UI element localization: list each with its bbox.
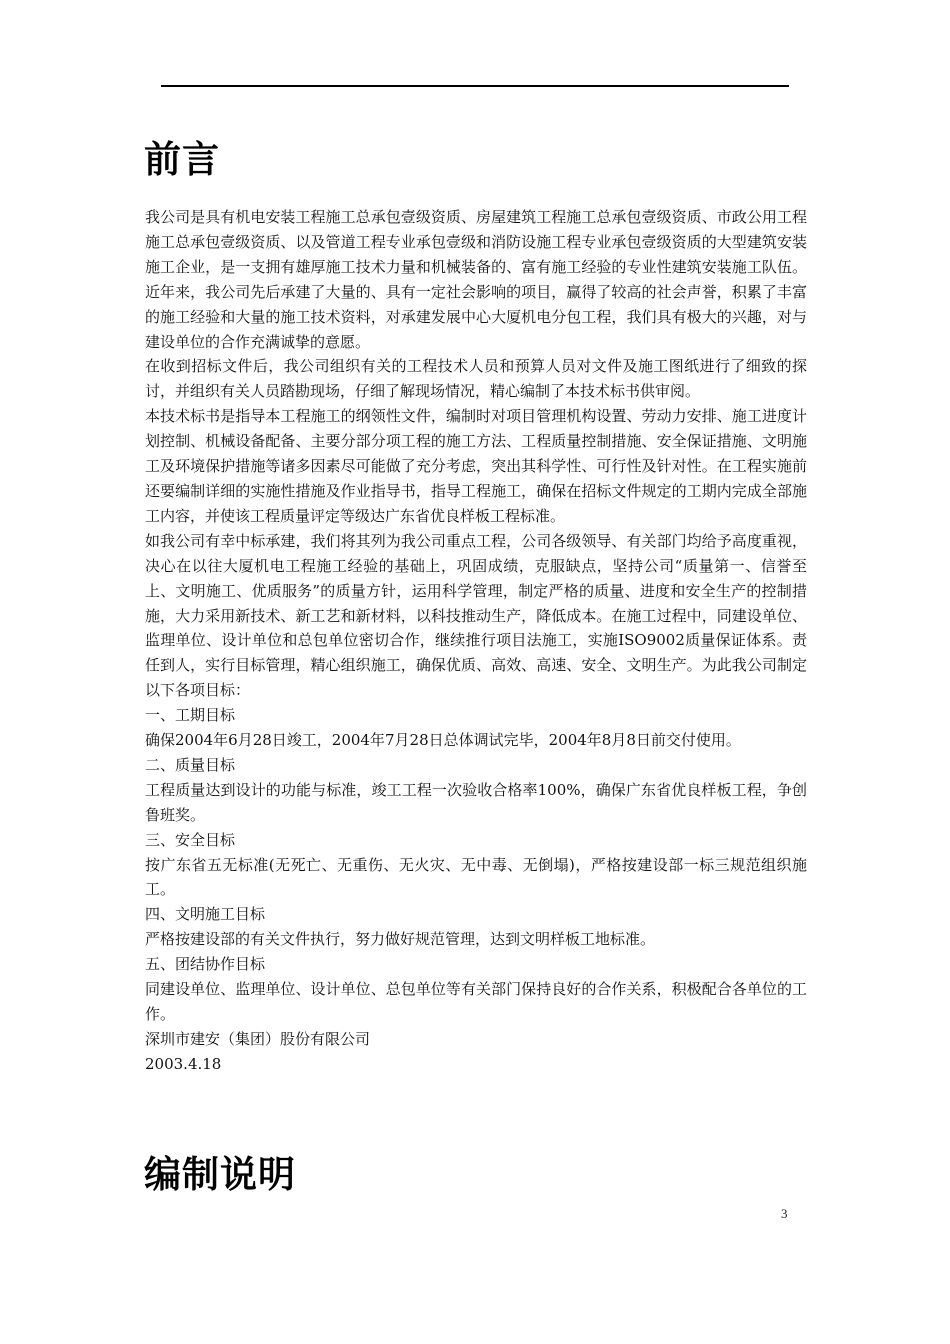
commitment-paragraph: 如我公司有幸中标承建，我们将其列为我公司重点工程，公司各级领导、有关部门均给予高度重视，决心在以往大厦机电工程施工经验的基础上，巩固成绩，克服缺点，坚持公司“质量第一、信誉至上、文明施工、优质服务”的质量方针，运用科学管理，制定严格的质量、进度和安全生产的控制措施，大力采用新技术、新工艺和新材料，以科技推动生产，降低成本。在施工过程中，同建设单位、监理单位、设计单位和总包单位密切合作，继续推行项目法施工，实施ISO9002质量保证体系。责任到人，实行目标管理，精心组织施工，确保优质、高效、高速、安全、文明生产。为此我公司制定以下各项目标： xyxy=(145,531,807,700)
cooperation-goal-text: 同建设单位、监理单位、设计单位、总包单位等有关部门保持良好的合作关系，积极配合各单位的工作。 xyxy=(145,980,807,1023)
header-rule xyxy=(161,85,789,87)
compilation-notes-heading: 编制说明 xyxy=(144,1153,296,1196)
civil-construction-goal-text: 严格按建设部的有关文件执行，努力做好规范管理，达到文明样板工地标准。 xyxy=(145,930,656,949)
quality-goal-text: 工程质量达到设计的功能与标准，竣工工程一次验收合格率100%，确保广东省优良样板工程，争创鲁班奖。 xyxy=(145,780,807,824)
company-signature: 深圳市建安（集团）股份有限公司 xyxy=(145,1029,371,1048)
signature-date: 2003.4.18 xyxy=(145,1054,222,1073)
cooperation-goal-heading: 五、团结协作目标 xyxy=(145,955,266,974)
quality-goal-heading: 二、质量目标 xyxy=(145,755,236,774)
proposal-paragraph: 本技术标书是指导本工程施工的纲领性文件，编制时对项目管理机构设置、劳动力安排、施工进度计划控制、机械设备配备、主要分部分项工程的施工方法、工程质量控制措施、安全保证措施、文明施工及环境保护措施等诸多因素尽可能做了充分考虑，突出其科学性、可行性及针对性。在工程实施前还要编制详细的实施性措施及作业指导书，指导工程施工，确保在招标文件规定的工期内完成全部施工内容，并使该工程质量评定等级达广东省优良样板工程标准。 xyxy=(145,407,807,525)
schedule-goal-heading: 一、工期目标 xyxy=(145,706,236,725)
safety-goal-text: 按广东省五无标准(无死亡、无重伤、无火灾、无中毒、无倒塌)，严格按建设部一标三规范组织施工。 xyxy=(145,855,807,899)
intro-paragraph: 我公司是具有机电安装工程施工总承包壹级资质、房屋建筑工程施工总承包壹级资质、市政公用工程施工总承包壹级资质、以及管道工程专业承包壹级和消防设施工程专业承包壹级资质的大型建筑安装施工企业，是一支拥有雄厚施工技术力量和机械装备的、富有施工经验的专业性建筑安装施工队伍。近年来，我公司先后承建了大量的、具有一定社会影响的项目，赢得了较高的社会声誉，积累了丰富的施工经验和大量的施工技术资料，对承建发展中心大厦机电分包工程，我们具有极大的兴趣，对与建设单位的合作充满诚挚的意愿。 xyxy=(145,208,807,351)
page-number: 3 xyxy=(781,1206,788,1221)
preface-body xyxy=(145,205,807,1077)
preface-heading: 前言 xyxy=(144,138,220,181)
safety-goal-heading: 三、安全目标 xyxy=(145,830,236,849)
schedule-goal-text: 确保2004年6月28日竣工，2004年7月28日总体调试完毕，2004年8月8日前交付使用。 xyxy=(145,731,741,750)
civil-construction-goal-heading: 四、文明施工目标 xyxy=(145,905,266,924)
tender-paragraph: 在收到招标文件后，我公司组织有关的工程技术人员和预算人员对文件及施工图纸进行了细致的探讨，并组织有关人员踏勘现场，仔细了解现场情况，精心编制了本技术标书供审阅。 xyxy=(145,357,807,401)
